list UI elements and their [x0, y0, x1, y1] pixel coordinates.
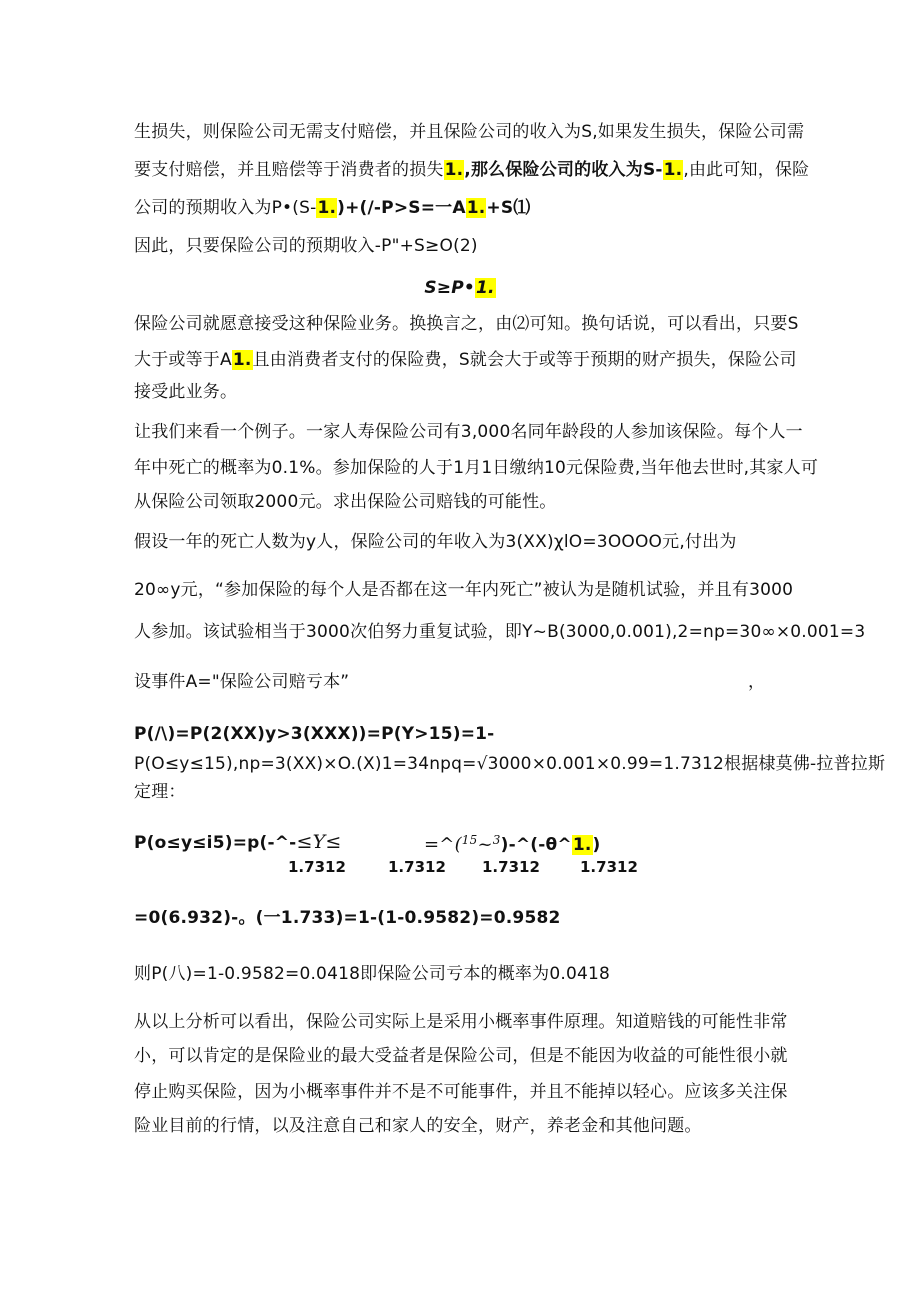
text: 保险公司就愿意接受这种保险业务。换换言之，由⑵可知。换句话说，可以看出，只要S [134, 314, 799, 334]
text: 生损失，则保险公司无需支付赔偿，并且保险公司的收入为S,如果发生损失，保险公司需 [134, 122, 805, 142]
text: P(/\)=P(2(XX)y>3(XXX))=P(Y>15)=1- [134, 724, 495, 744]
text: 让我们来看一个例子。一家人寿保险公司有3,000名同年龄段的人参加该保险。每个人一 [134, 422, 803, 442]
text: 且由消费者支付的保险费，S就会大于或等于预期的财产损失，保险公司 [252, 350, 797, 370]
example-line1 [134, 420, 803, 444]
text: 设事件A="保险公司赔亏本” [134, 672, 350, 692]
text: 险业目前的行情，以及注意自己和家人的安全，财产，养老金和其他问题。 [134, 1116, 702, 1136]
prob-line1 [134, 722, 494, 746]
text: )-^(-θ^ [500, 835, 572, 855]
denominator: 1.7312 [388, 858, 446, 876]
text: ≤Y≤ [296, 831, 342, 853]
paragraph1-line2 [134, 158, 809, 182]
text: ,由此可知，保险 [683, 160, 810, 180]
text: 15 [461, 833, 478, 847]
event-line [134, 670, 349, 694]
paragraph2-line1 [134, 312, 799, 336]
conclusion-line4 [134, 1114, 702, 1138]
assume-line3 [134, 620, 865, 644]
result1 [134, 906, 561, 930]
text: =^( [424, 834, 462, 855]
event-mark [748, 670, 765, 694]
paragraph1-line3 [134, 196, 531, 220]
highlight-mark: 1. [232, 350, 252, 370]
text: 人参加。该试验相当于3000次伯努力重复试验，即Y~B(3000,0.001),2=np=30∞×0.001=3 [134, 622, 866, 642]
text: +S⑴ [486, 198, 531, 218]
formula-left [134, 830, 341, 855]
conclusion-line2 [134, 1044, 788, 1068]
example-line3 [134, 490, 556, 514]
text: 年中死亡的概率为0.1%。参加保险的人于1月1日缴纳10元保险费,当年他去世时,其家人可 [134, 458, 819, 478]
text: 大于或等于A [134, 350, 232, 370]
example-line2 [134, 456, 818, 480]
highlight-mark: 1. [444, 160, 464, 180]
text: 小，可以肯定的是保险业的最大受益者是保险公司，但是不能因为收益的可能性很小就 [134, 1046, 788, 1066]
highlight-mark: 1. [466, 198, 486, 218]
text: ) [592, 835, 601, 855]
highlight-mark: 1. [572, 835, 592, 855]
text: 公司的预期收入为P•(S- [134, 198, 317, 218]
prob-line2 [134, 752, 885, 776]
highlight-mark: 1. [317, 198, 337, 218]
conclusion-line3 [134, 1080, 788, 1104]
text: P(O≤y≤15),np=3(XX)×O.(X)1=34npq=√3000×0.001×0.99=1.7312根据棣莫佛-拉普拉斯 [134, 754, 886, 774]
text: ~ [477, 834, 493, 855]
result2 [134, 962, 610, 986]
prob-line3 [134, 780, 186, 804]
denominator: 1.7312 [288, 858, 346, 876]
text: 要支付赔偿，并且赔偿等于消费者的损失 [134, 160, 444, 180]
denominator: 1.7312 [482, 858, 540, 876]
line4 [134, 234, 478, 258]
text: 从保险公司领取2000元。求出保险公司赔钱的可能性。 [134, 492, 557, 512]
text: ,那么保险公司的收入为S- [464, 160, 663, 180]
formula-center [0, 276, 920, 300]
assume-line1 [134, 530, 737, 554]
text: )+(/-P>S=一A [337, 198, 466, 218]
paragraph2-line2 [134, 348, 797, 372]
text: P(o≤y≤i5)=p(-^- [134, 833, 297, 853]
text: 20∞y元，“参加保险的每个人是否都在这一年内死亡”被认为是随机试验，并且有3000 [134, 580, 794, 600]
text: 因此，只要保险公司的预期收入-P"+S≥O(2) [134, 236, 478, 256]
denominator: 1.7312 [580, 858, 638, 876]
text: 则P(八)=1-0.9582=0.0418即保险公司亏本的概率为0.0418 [134, 964, 611, 984]
formula-right [424, 828, 601, 857]
paragraph1-line1 [134, 120, 804, 144]
highlight-mark: 1. [663, 160, 683, 180]
text: 定理： [134, 782, 186, 802]
assume-line2 [134, 578, 793, 602]
text: 接受此业务。 [134, 382, 238, 402]
text: ， [748, 672, 766, 692]
text: 3 [492, 833, 501, 847]
highlight-mark: 1. [475, 278, 495, 298]
text: =0(6.932)-。(一1.733)=1-(1-0.9582)=0.9582 [134, 908, 561, 928]
text: 停止购买保险，因为小概率事件并不是不可能事件，并且不能掉以轻心。应该多关注保 [134, 1082, 788, 1102]
conclusion-line1 [134, 1010, 788, 1034]
text: 从以上分析可以看出，保险公司实际上是采用小概率事件原理。知道赔钱的可能性非常 [134, 1012, 788, 1032]
text: 假设一年的死亡人数为y人，保险公司的年收入为3(XX)χlO=3OOOO元,付出为 [134, 532, 737, 552]
paragraph2-line3 [134, 380, 237, 404]
formula-text: S≥P• [424, 278, 475, 298]
